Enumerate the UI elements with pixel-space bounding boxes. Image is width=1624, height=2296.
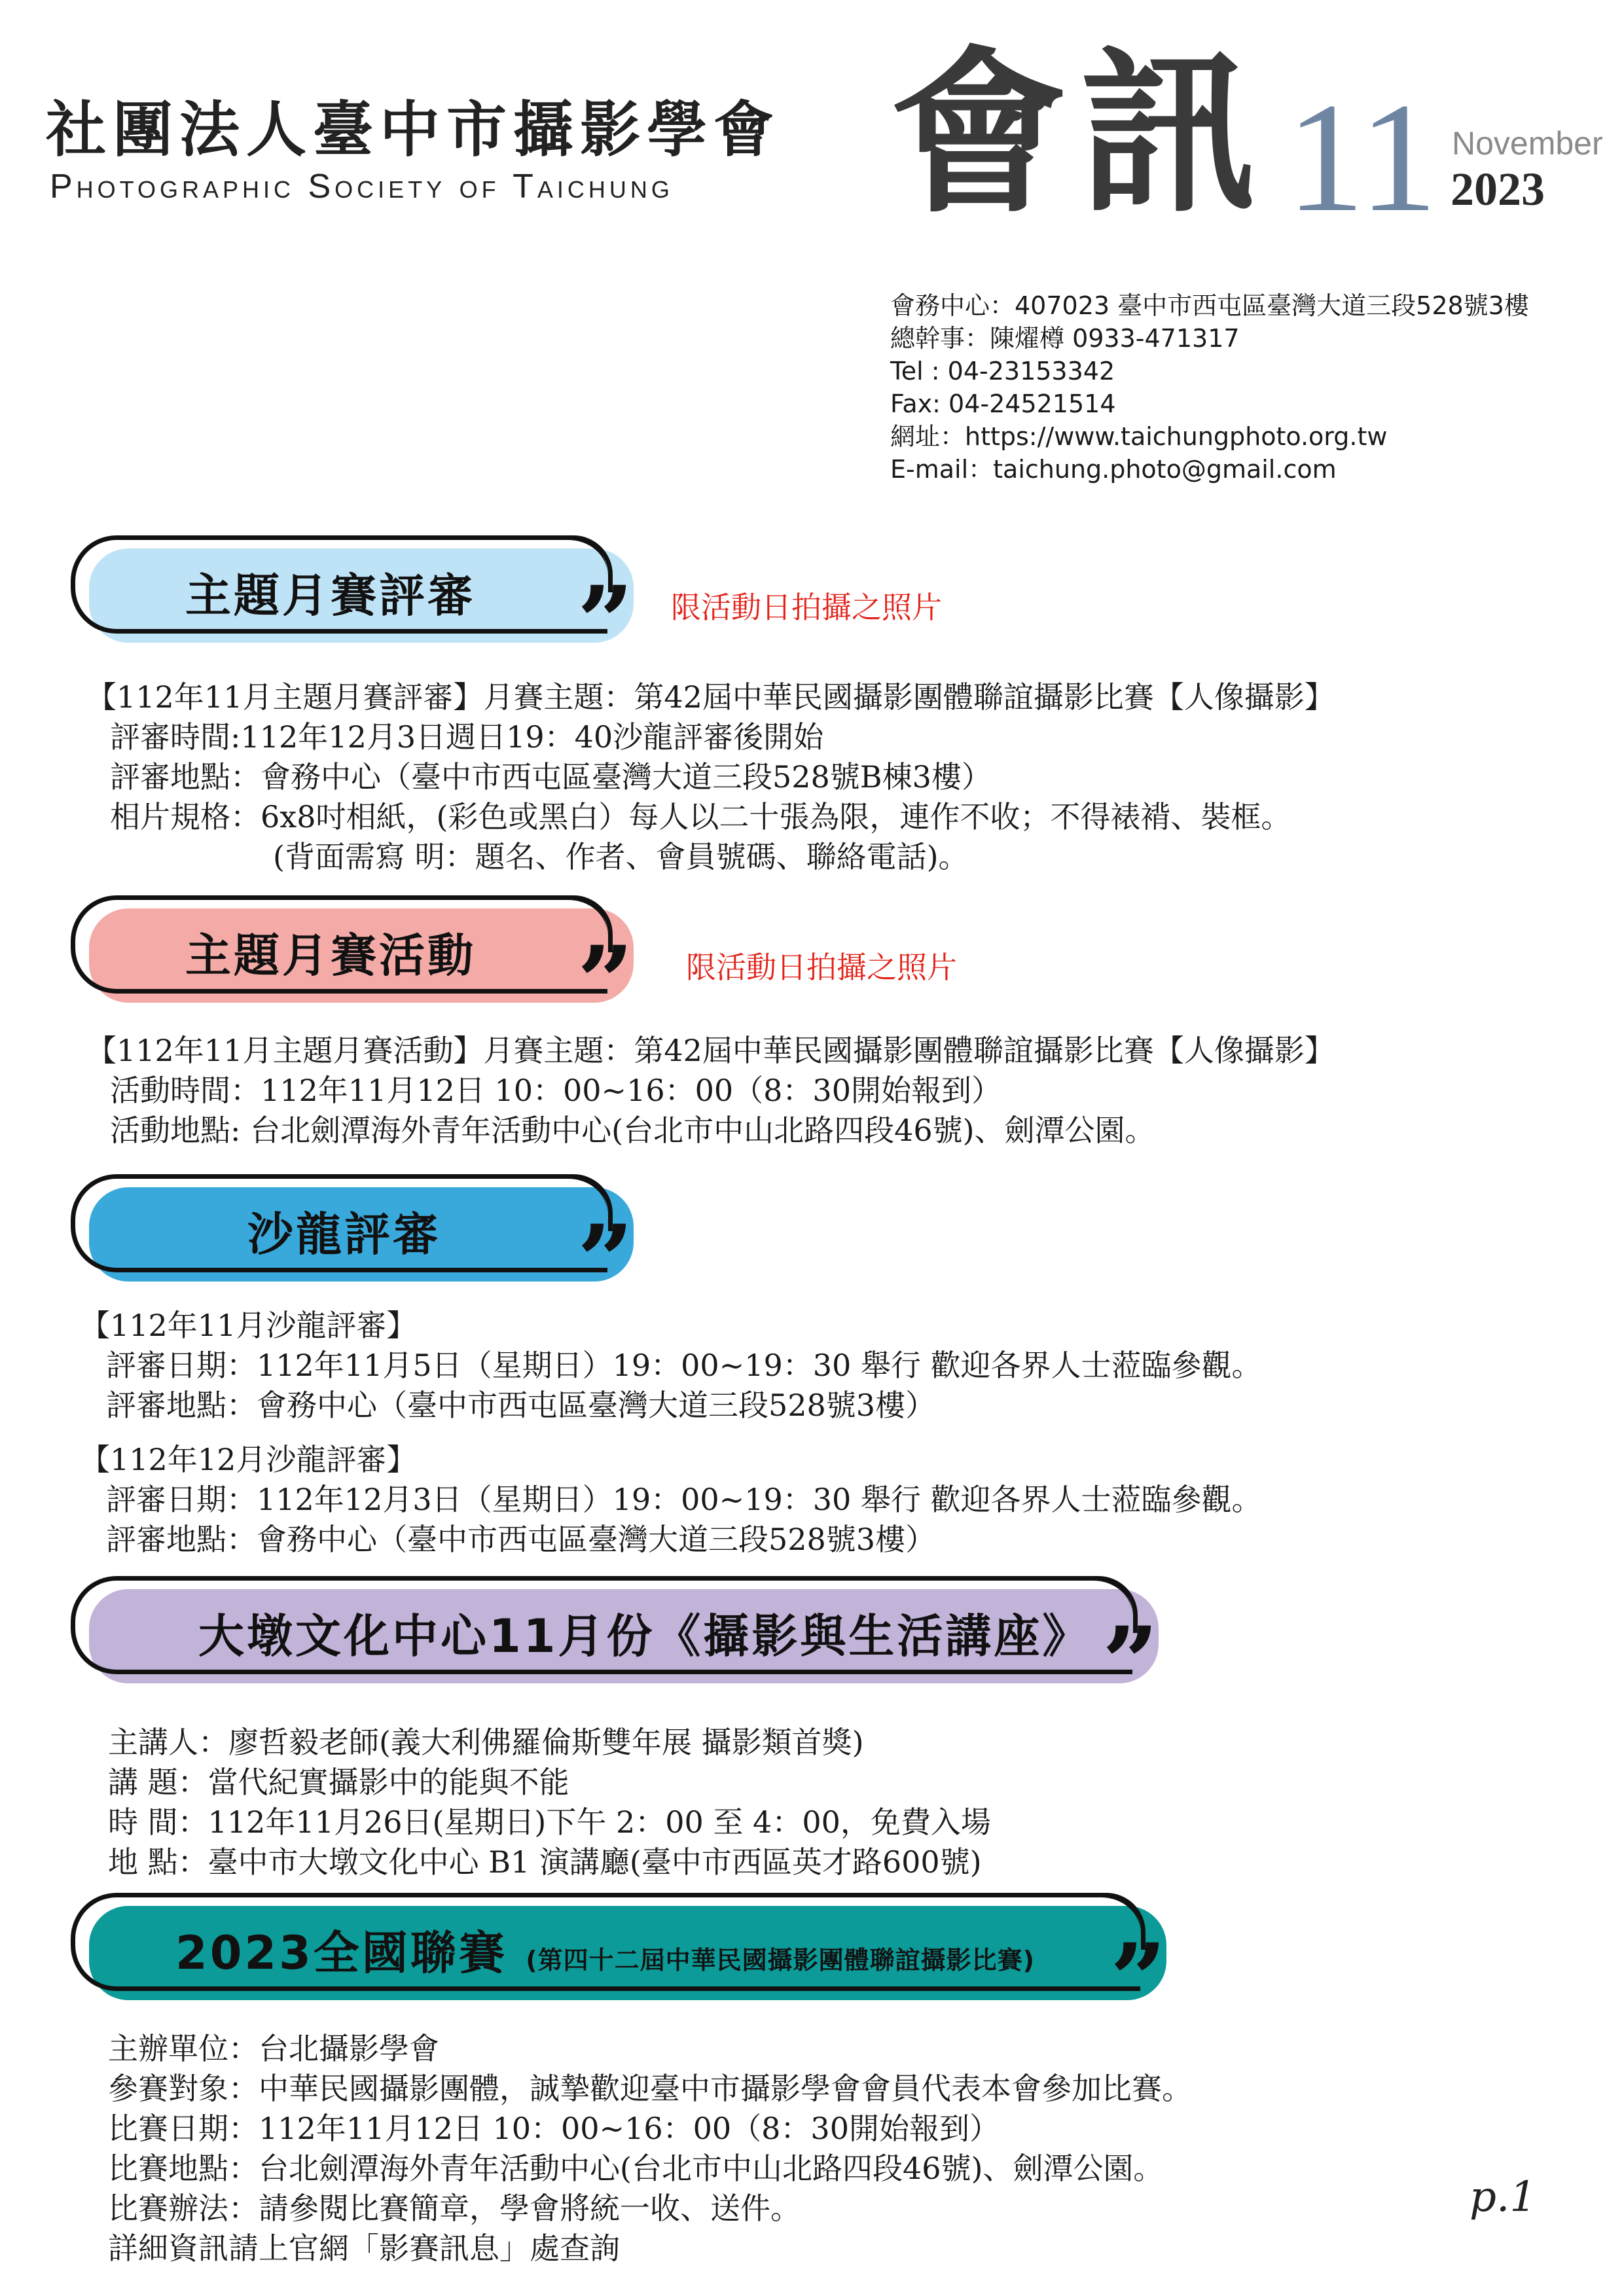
section-banner-activity	[71, 895, 634, 1040]
text-line: 地 點：臺中市大墩文化中心 B1 演講廳(臺中市西區英才路600號)	[108, 1844, 982, 1880]
contact-office: 會務中心：407023 臺中市西屯區臺灣大道三段528號3樓	[890, 291, 1529, 320]
text-line: 相片規格：6x8吋相紙，(彩色或黑白）每人以二十張為限，連作不收；不得裱褙、裝框。	[110, 799, 1291, 834]
issue-number: 11	[1286, 70, 1438, 244]
contact-email[interactable]: E-mail：taichung.photo@gmail.com	[890, 455, 1337, 484]
section-banner-salon	[71, 1174, 634, 1319]
section-subtitle: (第四十二屆中華民國攝影團體聯誼攝影比賽)	[526, 1946, 1035, 1975]
section-title-main: 2023全國聯賽	[175, 1926, 507, 1980]
text-line: 評審日期：112年11月5日（星期日）19：00~19：30 舉行 歡迎各界人士蒞臨參觀。	[106, 1348, 1262, 1383]
page-number: p.1	[1470, 2173, 1537, 2221]
text-line: 講 題：當代紀實攝影中的能與不能	[108, 1765, 569, 1800]
text-line: 比賽日期：112年11月12日 10：00~16：00（8：30開始報到）	[108, 2111, 1000, 2146]
quote-mark-icon: ”	[577, 925, 634, 1040]
text-line: 【112年12月沙龍評審】	[80, 1442, 417, 1477]
quote-mark-icon: ”	[577, 1204, 634, 1319]
text-line: 評審地點：會務中心（臺中市西屯區臺灣大道三段528號B棟3樓）	[110, 759, 992, 795]
section-title: 主題月賽活動	[185, 929, 476, 982]
section-title: 大墩文化中心11月份《攝影與生活講座》	[198, 1609, 1091, 1663]
contact-website[interactable]: 網址：https://www.taichungphoto.org.tw	[890, 422, 1388, 451]
contact-block	[890, 289, 1529, 486]
text-line: (背面需寫 明：題名、作者、會員號碼、聯絡電話)。	[273, 839, 969, 874]
quote-mark-icon: ”	[1110, 1922, 1166, 2037]
section-banner-judging	[71, 535, 634, 680]
section-banner-lecture	[71, 1576, 1159, 1721]
text-line: 比賽辦法：請參閱比賽簡章，學會將統一收、送件。	[108, 2191, 801, 2226]
quote-mark-icon: ”	[577, 565, 634, 680]
text-line: 時 間：112年11月26日(星期日)下午 2：00 至 4：00，免費入場	[108, 1804, 991, 1840]
text-line: 評審地點：會務中心（臺中市西屯區臺灣大道三段528號3樓）	[106, 1388, 936, 1423]
text-line: 評審地點：會務中心（臺中市西屯區臺灣大道三段528號3樓）	[106, 1522, 936, 1557]
text-line: 參賽對象：中華民國攝影團體，誠摯歡迎臺中市攝影學會會員代表本會參加比賽。	[108, 2071, 1192, 2106]
section-body-lecture	[108, 1723, 991, 1882]
section-body-activity	[86, 1031, 1335, 1151]
note-date-restriction: 限活動日拍攝之照片	[686, 950, 957, 985]
section-banner-national	[71, 1893, 1166, 2037]
contact-secretary: 總幹事：陳燿樽 0933-471317	[890, 324, 1240, 353]
text-line: 主辦單位：台北攝影學會	[108, 2031, 439, 2066]
text-line: 比賽地點：台北劍潭海外青年活動中心(台北市中山北路四段46號)、劍潭公園。	[108, 2151, 1164, 2186]
issue-year: 2023	[1451, 163, 1545, 215]
org-name-en: Photographic Society of Taichung	[50, 168, 674, 206]
section-body-salon-dec	[80, 1440, 1262, 1560]
text-line: 活動時間：112年11月12日 10：00~16：00（8：30開始報到）	[110, 1073, 1001, 1108]
text-line: 詳細資訊請上官網「影賽訊息」處查詢	[108, 2231, 620, 2266]
section-title: 沙龍評審	[247, 1208, 441, 1261]
newsletter-title: 會訊	[890, 31, 1270, 237]
contact-fax: Fax: 04-24521514	[890, 389, 1116, 418]
text-line: 活動地點: 台北劍潭海外青年活動中心(台北市中山北路四段46號)、劍潭公園。	[110, 1113, 1155, 1148]
org-name-zh: 社團法人臺中市攝影學會	[46, 95, 781, 165]
quote-mark-icon: ”	[1102, 1605, 1159, 1721]
text-line: 【112年11月主題月賽評審】月賽主題：第42屆中華民國攝影團體聯誼攝影比賽【人像攝影】	[86, 679, 1335, 715]
section-body-salon-nov	[80, 1306, 1262, 1426]
text-line: 主講人：廖哲毅老師(義大利佛羅倫斯雙年展 攝影類首獎)	[108, 1725, 864, 1760]
contact-tel: Tel : 04-23153342	[890, 357, 1115, 386]
text-line: 【112年11月沙龍評審】	[80, 1308, 417, 1343]
text-line: 【112年11月主題月賽活動】月賽主題：第42屆中華民國攝影團體聯誼攝影比賽【人像攝影】	[86, 1033, 1335, 1068]
section-body-national	[108, 2029, 1192, 2269]
text-line: 評審日期：112年12月3日（星期日）19：00~19：30 舉行 歡迎各界人士蒞臨參觀。	[106, 1482, 1262, 1517]
section-title: 主題月賽評審	[185, 569, 476, 622]
note-date-restriction: 限活動日拍攝之照片	[671, 590, 942, 625]
text-line: 評審時間:112年12月3日週日19：40沙龍評審後開始	[110, 719, 824, 755]
section-title	[175, 1916, 1035, 1982]
issue-month: November	[1452, 125, 1603, 162]
section-body-judging	[86, 677, 1335, 877]
